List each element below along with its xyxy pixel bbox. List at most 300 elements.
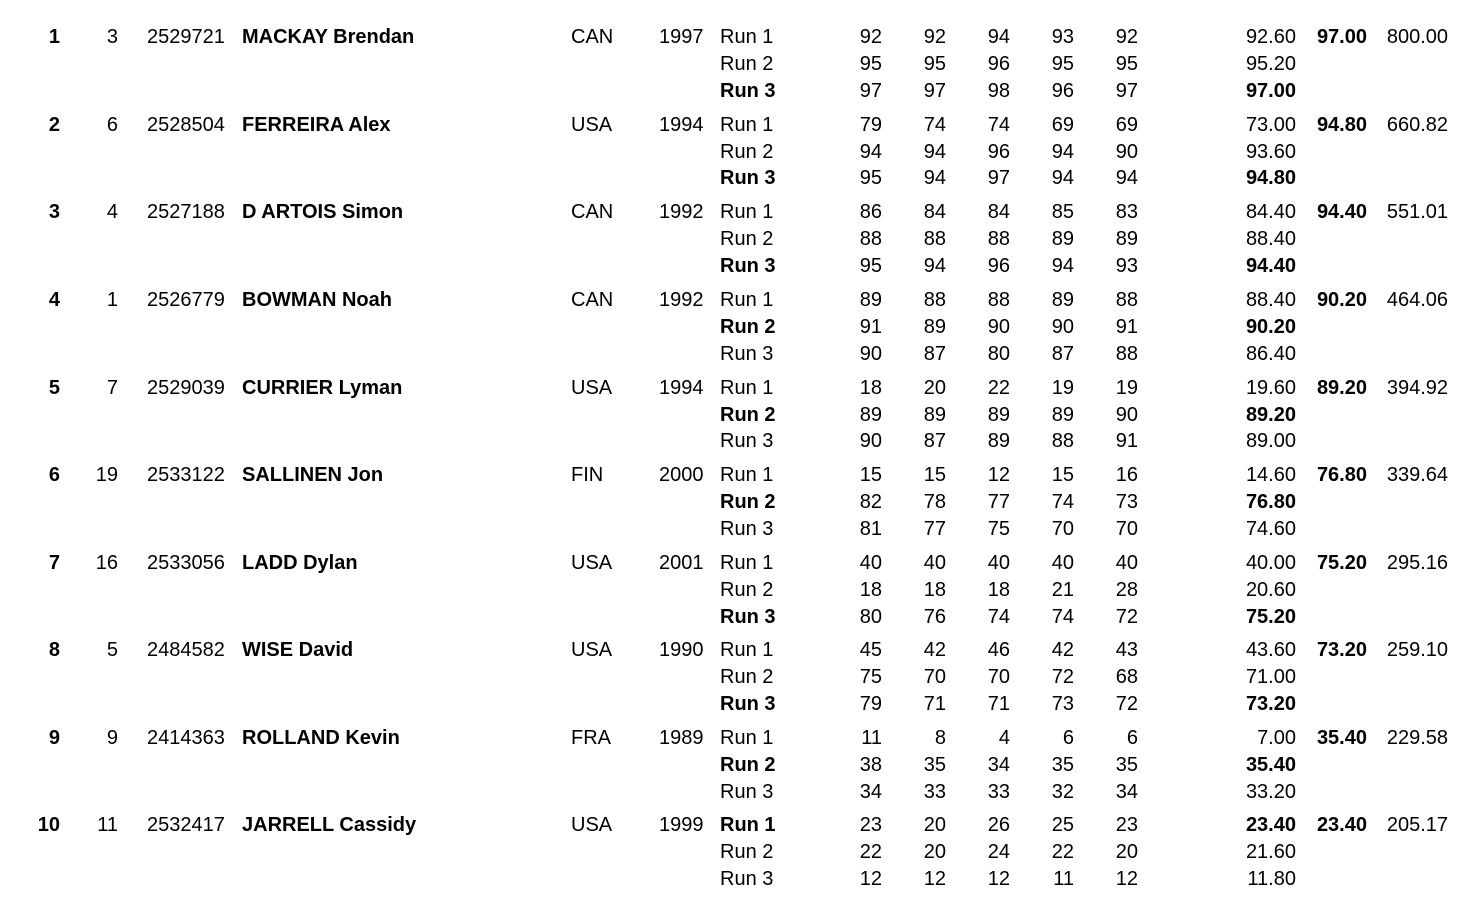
judge-5-score: 23: [1115, 814, 1138, 836]
year-of-birth: 1992: [659, 289, 704, 311]
judge-3-score: 4: [998, 727, 1010, 749]
judge-3-score: 33: [987, 780, 1010, 803]
judge-3-score: 96: [987, 140, 1010, 163]
year-of-birth: 1992: [659, 201, 704, 223]
judge-2-score: 76: [923, 605, 946, 628]
run-label: Run 1: [720, 289, 774, 311]
judge-1-score: 18: [859, 579, 882, 601]
judge-2-score: 42: [923, 639, 946, 661]
run-score: 40.00: [1245, 552, 1296, 574]
run-label: Run 2: [720, 754, 776, 776]
judge-3-score: 96: [987, 254, 1010, 277]
run-score: 89.00: [1245, 430, 1296, 452]
fis-points: 551.01: [1386, 201, 1448, 223]
judge-2-score: 74: [923, 113, 946, 136]
rank: 7: [48, 552, 60, 574]
run-label: Run 3: [720, 342, 774, 365]
rank: 1: [48, 26, 60, 48]
athlete-name: D ARTOIS Simon: [242, 201, 404, 223]
run-score: 20.60: [1245, 579, 1296, 601]
run-score: 19.60: [1245, 376, 1296, 399]
run-row: [0, 780, 1474, 807]
judge-1-score: 95: [859, 167, 882, 189]
run-row: [0, 200, 1474, 227]
judge-1-score: 91: [859, 316, 882, 338]
judge-1-score: 80: [859, 605, 882, 628]
run-row: [0, 813, 1474, 840]
judge-4-score: 72: [1051, 666, 1074, 688]
judge-5-score: 34: [1115, 780, 1138, 803]
judge-2-score: 94: [923, 254, 946, 277]
year-of-birth: 2000: [659, 464, 704, 486]
run-row: [0, 315, 1474, 342]
judge-2-score: 94: [923, 167, 946, 189]
judge-3-score: 12: [987, 464, 1010, 486]
bib-number: 1: [106, 289, 118, 311]
judge-1-score: 90: [859, 430, 882, 452]
bib-number: 5: [106, 639, 118, 661]
run-label: Run 3: [720, 867, 774, 890]
athlete-row: [0, 726, 1474, 814]
judge-3-score: 71: [987, 692, 1010, 715]
athlete-row: [0, 376, 1474, 464]
athlete-name: SALLINEN Jon: [242, 464, 384, 486]
run-score: 74.60: [1245, 517, 1296, 540]
judge-2-score: 35: [923, 754, 946, 776]
bib-number: 9: [106, 727, 118, 749]
judge-3-score: 89: [987, 403, 1010, 426]
run-score: 97.00: [1245, 79, 1296, 102]
run-label: Run 2: [720, 228, 774, 250]
run-score: 14.60: [1245, 464, 1296, 486]
run-score: 33.20: [1245, 780, 1296, 803]
judge-5-score: 92: [1115, 26, 1138, 48]
run-label: Run 1: [720, 639, 774, 661]
judge-1-score: 82: [859, 491, 882, 513]
judge-2-score: 97: [923, 79, 946, 102]
run-label: Run 1: [720, 376, 774, 399]
athlete-name: ROLLAND Kevin: [242, 727, 400, 749]
nation-code: USA: [571, 814, 613, 836]
judge-2-score: 12: [923, 867, 946, 890]
judge-5-score: 40: [1115, 552, 1138, 574]
run-row: [0, 753, 1474, 780]
judge-4-score: 70: [1051, 517, 1074, 540]
fis-points: 339.64: [1386, 464, 1448, 486]
judge-3-score: 75: [987, 517, 1010, 540]
run-row: [0, 403, 1474, 430]
run-label: Run 2: [720, 491, 776, 513]
judge-3-score: 74: [987, 113, 1010, 136]
athlete-row: [0, 813, 1474, 901]
run-score: 95.20: [1245, 53, 1296, 75]
run-score: 92.60: [1245, 26, 1296, 48]
run-label: Run 3: [720, 692, 776, 715]
fis-code: 2527188: [147, 201, 225, 223]
judge-1-score: 45: [859, 639, 882, 661]
run-score: 35.40: [1245, 754, 1296, 776]
judge-3-score: 80: [987, 342, 1010, 365]
bib-number: 3: [106, 26, 118, 48]
judge-1-score: 86: [859, 201, 882, 223]
judge-3-score: 88: [987, 289, 1010, 311]
run-row: [0, 867, 1474, 894]
athlete-name: LADD Dylan: [242, 552, 358, 574]
run-row: [0, 517, 1474, 544]
best-score: 97.00: [1316, 26, 1367, 48]
run-score: 94.40: [1245, 254, 1296, 277]
judge-5-score: 35: [1115, 754, 1138, 776]
judge-5-score: 94: [1115, 167, 1138, 189]
athlete-name: CURRIER Lyman: [242, 376, 403, 399]
run-score: 89.20: [1245, 403, 1296, 426]
judge-5-score: 19: [1115, 376, 1138, 399]
best-score: 35.40: [1316, 727, 1367, 749]
run-row: [0, 578, 1474, 605]
judge-1-score: 34: [859, 780, 882, 803]
judge-1-score: 75: [859, 666, 882, 688]
judge-1-score: 90: [859, 342, 882, 365]
judge-2-score: 94: [923, 140, 946, 163]
run-score: 71.00: [1245, 666, 1296, 688]
rank: 2: [48, 113, 60, 136]
judge-3-score: 24: [987, 841, 1010, 863]
judge-3-score: 46: [987, 639, 1010, 661]
run-row: [0, 692, 1474, 719]
judge-5-score: 6: [1126, 727, 1138, 749]
run-row: [0, 342, 1474, 369]
run-score: 88.40: [1245, 289, 1296, 311]
run-row: [0, 140, 1474, 167]
judge-4-score: 88: [1051, 430, 1074, 452]
run-label: Run 2: [720, 666, 774, 688]
judge-2-score: 87: [923, 430, 946, 452]
run-score: 21.60: [1245, 841, 1296, 863]
run-row: [0, 840, 1474, 867]
fis-points: 229.58: [1386, 727, 1448, 749]
best-score: 73.20: [1316, 639, 1367, 661]
judge-3-score: 97: [987, 167, 1010, 189]
run-row: [0, 490, 1474, 517]
year-of-birth: 1997: [659, 26, 704, 48]
judge-1-score: 38: [859, 754, 882, 776]
nation-code: USA: [571, 113, 613, 136]
judge-4-score: 40: [1051, 552, 1074, 574]
run-row: [0, 376, 1474, 403]
bib-number: 19: [95, 464, 118, 486]
run-score: 93.60: [1245, 140, 1296, 163]
run-row: [0, 25, 1474, 52]
run-row: [0, 551, 1474, 578]
fis-points: 800.00: [1386, 26, 1448, 48]
judge-1-score: 79: [859, 692, 882, 715]
judge-3-score: 12: [987, 867, 1010, 890]
run-score: 86.40: [1245, 342, 1296, 365]
judge-5-score: 91: [1115, 316, 1138, 338]
judge-2-score: 92: [923, 26, 946, 48]
fis-code: 2528504: [147, 113, 225, 136]
judge-2-score: 78: [923, 491, 946, 513]
run-row: [0, 113, 1474, 140]
judge-3-score: 74: [987, 605, 1010, 628]
rank: 8: [48, 639, 60, 661]
judge-5-score: 69: [1115, 113, 1138, 136]
run-row: [0, 227, 1474, 254]
judge-3-score: 34: [987, 754, 1010, 776]
nation-code: USA: [571, 639, 613, 661]
rank: 5: [48, 376, 60, 399]
run-score: 76.80: [1245, 491, 1296, 513]
judge-4-score: 74: [1051, 605, 1074, 628]
judge-5-score: 68: [1115, 666, 1138, 688]
judge-1-score: 11: [861, 727, 882, 749]
run-label: Run 3: [720, 254, 776, 277]
judge-4-score: 73: [1051, 692, 1074, 715]
bib-number: 7: [106, 376, 118, 399]
judge-5-score: 88: [1115, 342, 1138, 365]
run-label: Run 2: [720, 841, 774, 863]
run-score: 94.80: [1245, 167, 1296, 189]
nation-code: CAN: [571, 201, 614, 223]
judge-2-score: 87: [923, 342, 946, 365]
judge-2-score: 71: [923, 692, 946, 715]
run-score: 7.00: [1257, 727, 1296, 749]
judge-4-score: 85: [1051, 201, 1074, 223]
judge-4-score: 32: [1051, 780, 1074, 803]
best-score: 23.40: [1316, 814, 1367, 836]
run-label: Run 1: [720, 201, 774, 223]
judge-4-score: 6: [1062, 727, 1074, 749]
judge-1-score: 94: [859, 140, 882, 163]
judge-5-score: 73: [1115, 491, 1138, 513]
judge-5-score: 72: [1115, 605, 1138, 628]
judge-4-score: 35: [1051, 754, 1074, 776]
run-score: 11.80: [1247, 867, 1296, 890]
judge-2-score: 8: [934, 727, 946, 749]
run-label: Run 1: [720, 26, 774, 48]
run-score: 75.20: [1245, 605, 1296, 628]
nation-code: CAN: [571, 289, 614, 311]
best-score: 94.40: [1316, 201, 1367, 223]
year-of-birth: 1994: [659, 376, 704, 399]
judge-2-score: 84: [923, 201, 946, 223]
judge-3-score: 89: [987, 430, 1010, 452]
fis-points: 464.06: [1386, 289, 1448, 311]
run-row: [0, 463, 1474, 490]
judge-1-score: 95: [859, 53, 882, 75]
athlete-row: [0, 113, 1474, 201]
judge-3-score: 70: [987, 666, 1010, 688]
run-label: Run 2: [720, 316, 776, 338]
fis-code: 2526779: [147, 289, 225, 311]
run-row: [0, 288, 1474, 315]
judge-4-score: 89: [1051, 403, 1074, 426]
judge-1-score: 88: [859, 228, 882, 250]
run-label: Run 1: [720, 727, 774, 749]
run-row: [0, 638, 1474, 665]
rank: 6: [48, 464, 60, 486]
judge-2-score: 20: [923, 814, 946, 836]
bib-number: 6: [106, 113, 118, 136]
judge-2-score: 95: [923, 53, 946, 75]
run-row: [0, 429, 1474, 456]
fis-code: 2532417: [147, 814, 225, 836]
athlete-row: [0, 25, 1474, 113]
judge-1-score: 79: [859, 113, 882, 136]
judge-3-score: 84: [987, 201, 1010, 223]
judge-4-score: 11: [1053, 867, 1074, 890]
rank: 4: [48, 289, 60, 311]
fis-code: 2529039: [147, 376, 225, 399]
judge-4-score: 42: [1051, 639, 1074, 661]
athlete-name: MACKAY Brendan: [242, 26, 415, 48]
judge-1-score: 22: [859, 841, 882, 863]
best-score: 94.80: [1316, 113, 1367, 136]
run-score: 23.40: [1245, 814, 1296, 836]
judge-3-score: 88: [987, 228, 1010, 250]
judge-5-score: 97: [1115, 79, 1138, 102]
judge-1-score: 95: [859, 254, 882, 277]
athlete-row: [0, 551, 1474, 639]
judge-5-score: 83: [1115, 201, 1138, 223]
judge-5-score: 90: [1115, 403, 1138, 426]
judge-2-score: 88: [923, 289, 946, 311]
judge-4-score: 74: [1051, 491, 1074, 513]
judge-4-score: 95: [1051, 53, 1074, 75]
fis-code: 2414363: [147, 727, 225, 749]
athlete-name: BOWMAN Noah: [242, 289, 392, 311]
run-label: Run 3: [720, 79, 776, 102]
fis-points: 394.92: [1386, 376, 1448, 399]
athlete-row: [0, 638, 1474, 726]
judge-5-score: 43: [1115, 639, 1138, 661]
run-score: 84.40: [1245, 201, 1296, 223]
judge-2-score: 20: [923, 841, 946, 863]
fis-points: 259.10: [1386, 639, 1448, 661]
judge-3-score: 77: [987, 491, 1010, 513]
judge-3-score: 96: [987, 53, 1010, 75]
run-row: [0, 79, 1474, 106]
best-score: 75.20: [1316, 552, 1367, 574]
nation-code: USA: [571, 376, 613, 399]
judge-4-score: 19: [1051, 376, 1074, 399]
run-label: Run 1: [720, 113, 774, 136]
nation-code: FIN: [571, 464, 604, 486]
judge-4-score: 89: [1051, 228, 1074, 250]
run-label: Run 3: [720, 605, 776, 628]
athlete-name: JARRELL Cassidy: [242, 814, 417, 836]
run-row: [0, 166, 1474, 193]
fis-code: 2484582: [147, 639, 225, 661]
run-row: [0, 254, 1474, 281]
bib-number: 4: [106, 201, 118, 223]
judge-3-score: 18: [987, 579, 1010, 601]
judge-1-score: 97: [859, 79, 882, 102]
run-label: Run 1: [720, 552, 774, 574]
nation-code: USA: [571, 552, 613, 574]
judge-2-score: 77: [923, 517, 946, 540]
run-row: [0, 726, 1474, 753]
rank: 10: [37, 814, 60, 836]
athlete-row: [0, 200, 1474, 288]
judge-4-score: 89: [1051, 289, 1074, 311]
judge-2-score: 70: [923, 666, 946, 688]
run-label: Run 1: [720, 464, 774, 486]
fis-code: 2529721: [147, 26, 225, 48]
judge-4-score: 15: [1051, 464, 1074, 486]
run-row: [0, 665, 1474, 692]
judge-4-score: 93: [1051, 26, 1074, 48]
judge-2-score: 89: [923, 316, 946, 338]
athlete-name: WISE David: [242, 639, 354, 661]
fis-code: 2533122: [147, 464, 225, 486]
judge-5-score: 90: [1115, 140, 1138, 163]
judge-5-score: 72: [1115, 692, 1138, 715]
judge-2-score: 15: [923, 464, 946, 486]
judge-3-score: 90: [987, 316, 1010, 338]
judge-1-score: 12: [859, 867, 882, 890]
fis-points: 660.82: [1386, 113, 1448, 136]
judge-4-score: 94: [1051, 167, 1074, 189]
run-score: 88.40: [1245, 228, 1296, 250]
best-score: 76.80: [1316, 464, 1367, 486]
judge-2-score: 88: [923, 228, 946, 250]
run-label: Run 2: [720, 140, 774, 163]
judge-2-score: 33: [923, 780, 946, 803]
judge-5-score: 88: [1115, 289, 1138, 311]
run-label: Run 2: [720, 53, 774, 75]
judge-4-score: 94: [1051, 140, 1074, 163]
fis-points: 205.17: [1386, 814, 1448, 836]
nation-code: FRA: [571, 727, 611, 749]
run-score: 73.20: [1245, 692, 1296, 715]
judge-1-score: 23: [859, 814, 882, 836]
judge-1-score: 18: [859, 376, 882, 399]
judge-1-score: 89: [859, 289, 882, 311]
judge-4-score: 94: [1051, 254, 1074, 277]
judge-2-score: 89: [923, 403, 946, 426]
judge-1-score: 92: [859, 26, 882, 48]
run-label: Run 2: [720, 403, 776, 426]
run-score: 43.60: [1245, 639, 1296, 661]
judge-2-score: 40: [923, 552, 946, 574]
judge-4-score: 96: [1051, 79, 1074, 102]
fis-code: 2533056: [147, 552, 225, 574]
judge-1-score: 81: [859, 517, 882, 540]
fis-points: 295.16: [1386, 552, 1448, 574]
judge-5-score: 89: [1115, 228, 1138, 250]
judge-3-score: 40: [987, 552, 1010, 574]
run-label: Run 2: [720, 579, 774, 601]
judge-1-score: 40: [859, 552, 882, 574]
judge-5-score: 20: [1115, 841, 1138, 863]
judge-5-score: 91: [1115, 430, 1138, 452]
judge-2-score: 20: [923, 376, 946, 399]
run-label: Run 3: [720, 167, 776, 189]
judge-4-score: 90: [1051, 316, 1074, 338]
run-row: [0, 52, 1474, 79]
run-row: [0, 605, 1474, 632]
year-of-birth: 1989: [659, 727, 704, 749]
judge-5-score: 70: [1115, 517, 1138, 540]
athlete-row: [0, 288, 1474, 376]
athlete-name: FERREIRA Alex: [242, 113, 391, 136]
judge-3-score: 94: [987, 26, 1010, 48]
year-of-birth: 1994: [659, 113, 704, 136]
bib-number: 11: [97, 814, 118, 836]
judge-1-score: 89: [859, 403, 882, 426]
judge-5-score: 95: [1115, 53, 1138, 75]
